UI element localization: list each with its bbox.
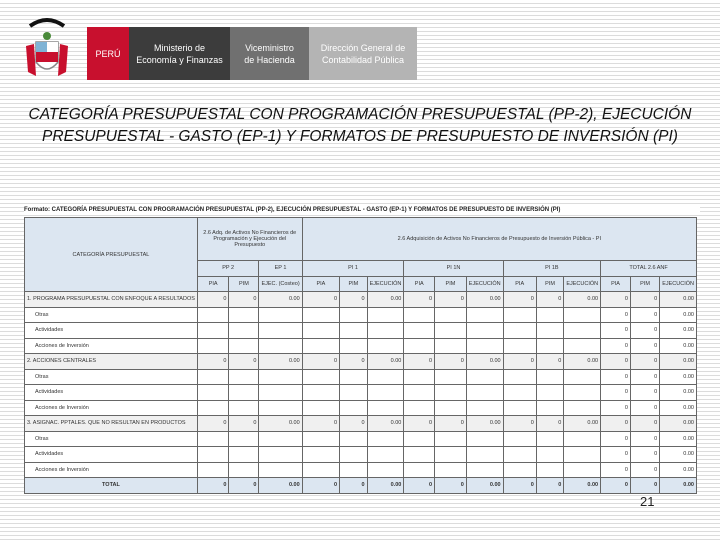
row-label: TOTAL — [25, 478, 198, 494]
column-header: PIM — [340, 276, 368, 292]
table-cell: 0 — [601, 385, 631, 401]
table-cell — [503, 447, 536, 463]
table-cell — [197, 447, 229, 463]
table-cell: 0.00 — [660, 354, 697, 370]
table-cell: 0.00 — [660, 385, 697, 401]
table-cell — [536, 462, 564, 478]
table-cell: 0 — [601, 338, 631, 354]
page-number: 21 — [640, 494, 655, 509]
table-cell: 0 — [601, 431, 631, 447]
table-cell: 0.00 — [259, 478, 302, 494]
table-cell — [340, 307, 368, 323]
table-row — [25, 354, 697, 370]
table-cell — [404, 431, 435, 447]
table-cell: 0 — [197, 292, 229, 308]
table-cell: 0 — [536, 416, 564, 432]
row-label: 3. ASIGNAC. PPTALES. QUE NO RESULTAN EN PRODUCTOS — [25, 416, 198, 432]
table-row — [25, 338, 697, 354]
table-cell — [197, 385, 229, 401]
table-cell — [564, 447, 601, 463]
row-label: Actividades — [25, 385, 198, 401]
row-label: Acciones de Inversión — [25, 338, 198, 354]
subgroup-header: PI 1B — [503, 261, 601, 277]
table-cell — [340, 338, 368, 354]
table-cell — [302, 307, 339, 323]
table-cell: 0.00 — [660, 478, 697, 494]
table-cell — [367, 385, 404, 401]
vice-text: Viceministro de Hacienda — [244, 42, 295, 65]
table-cell: 0 — [601, 416, 631, 432]
table-cell — [259, 307, 302, 323]
table-cell — [340, 323, 368, 339]
table-cell: 0 — [630, 447, 659, 463]
table-cell: 0.00 — [466, 478, 503, 494]
table-cell — [404, 369, 435, 385]
table-cell: 0 — [404, 354, 435, 370]
table-cell: 0 — [630, 292, 659, 308]
table-cell: 0.00 — [564, 478, 601, 494]
column-header: PIM — [229, 276, 259, 292]
table-cell: 0 — [340, 354, 368, 370]
table-cell — [404, 307, 435, 323]
table-cell — [197, 431, 229, 447]
table-cell: 0 — [197, 354, 229, 370]
table-cell — [229, 369, 259, 385]
table-cell: 0 — [536, 478, 564, 494]
table-cell — [536, 431, 564, 447]
table-cell: 0.00 — [660, 416, 697, 432]
table-cell: 0.00 — [367, 292, 404, 308]
table-cell — [503, 369, 536, 385]
table-row — [25, 385, 697, 401]
table-cell: 0 — [630, 462, 659, 478]
table-cell — [259, 369, 302, 385]
table-cell — [503, 462, 536, 478]
table-cell — [340, 431, 368, 447]
table-cell — [503, 385, 536, 401]
table-cell — [404, 462, 435, 478]
table-cell: 0 — [630, 354, 659, 370]
row-label: Otras — [25, 431, 198, 447]
table-cell — [435, 323, 467, 339]
table-cell — [404, 323, 435, 339]
column-header: EJECUCIÓN — [660, 276, 697, 292]
table-cell: 0.00 — [259, 292, 302, 308]
table-cell — [197, 400, 229, 416]
row-label: Acciones de Inversión — [25, 462, 198, 478]
table-cell — [536, 323, 564, 339]
table-cell: 0 — [302, 354, 339, 370]
table-cell: 0 — [340, 416, 368, 432]
table-cell: 0 — [630, 478, 659, 494]
table-cell — [564, 385, 601, 401]
table-cell — [302, 385, 339, 401]
budget-table — [24, 217, 697, 494]
table-cell — [229, 323, 259, 339]
table-cell — [197, 369, 229, 385]
table-cell: 0 — [630, 400, 659, 416]
table-cell — [197, 307, 229, 323]
table-cell — [259, 338, 302, 354]
table-cell — [229, 462, 259, 478]
table-cell: 0.00 — [466, 354, 503, 370]
table-cell: 0 — [435, 478, 467, 494]
table-cell — [564, 307, 601, 323]
peru-text: PERÚ — [95, 48, 121, 59]
table-cell — [367, 400, 404, 416]
group1-header: 2.6 Adq. de Activos No Financieros de Programación y Ejecución del Presupuesto — [197, 218, 302, 261]
table-cell — [340, 447, 368, 463]
table-cell — [466, 338, 503, 354]
table-cell — [367, 338, 404, 354]
table-cell: 0 — [601, 354, 631, 370]
table-cell — [340, 462, 368, 478]
table-cell — [259, 447, 302, 463]
table-cell: 0 — [630, 369, 659, 385]
table-cell: 0 — [404, 416, 435, 432]
row-label: Acciones de Inversión — [25, 400, 198, 416]
table-cell — [367, 323, 404, 339]
table-cell: 0.00 — [466, 416, 503, 432]
table-cell — [259, 385, 302, 401]
table-cell: 0 — [503, 354, 536, 370]
table-cell — [197, 462, 229, 478]
table-cell — [367, 431, 404, 447]
table-cell — [229, 307, 259, 323]
table-cell — [503, 431, 536, 447]
table-cell — [367, 447, 404, 463]
table-cell — [404, 400, 435, 416]
row-label: 2. ACCIONES CENTRALES — [25, 354, 198, 370]
cat-header: CATEGORÍA PRESUPUESTAL — [25, 218, 198, 292]
table-cell — [503, 400, 536, 416]
table-cell — [340, 400, 368, 416]
table-cell — [503, 323, 536, 339]
column-header: PIA — [197, 276, 229, 292]
table-cell — [435, 400, 467, 416]
table-cell — [564, 431, 601, 447]
table-cell — [302, 431, 339, 447]
table-cell — [229, 431, 259, 447]
table-cell — [435, 447, 467, 463]
table-cell — [259, 462, 302, 478]
table-cell — [302, 369, 339, 385]
table-cell: 0.00 — [466, 292, 503, 308]
table-cell — [466, 400, 503, 416]
table-cell: 0 — [630, 323, 659, 339]
table-cell — [435, 338, 467, 354]
table-cell: 0 — [404, 478, 435, 494]
table-cell: 0 — [630, 431, 659, 447]
table-cell: 0.00 — [660, 462, 697, 478]
table-cell: 0.00 — [660, 292, 697, 308]
table-cell: 0 — [630, 338, 659, 354]
table-cell: 0 — [601, 323, 631, 339]
table-cell — [536, 338, 564, 354]
table-cell: 0 — [229, 478, 259, 494]
table-cell — [564, 369, 601, 385]
table-cell — [466, 431, 503, 447]
table-cell — [564, 338, 601, 354]
table-cell — [466, 323, 503, 339]
table-cell — [536, 307, 564, 323]
direction-label — [309, 27, 417, 80]
table-cell: 0.00 — [367, 478, 404, 494]
table-cell — [536, 447, 564, 463]
column-header: PIA — [404, 276, 435, 292]
table-cell: 0 — [435, 292, 467, 308]
table-cell: 0 — [536, 292, 564, 308]
table-cell — [466, 462, 503, 478]
table-cell: 0.00 — [660, 447, 697, 463]
table-cell — [229, 338, 259, 354]
column-header: EJECUCIÓN — [564, 276, 601, 292]
table-cell — [435, 431, 467, 447]
table-cell — [404, 385, 435, 401]
table-cell: 0 — [601, 369, 631, 385]
table-cell: 0 — [601, 307, 631, 323]
subgroup-header: PI 1N — [404, 261, 503, 277]
table-cell: 0 — [503, 478, 536, 494]
table-row — [25, 323, 697, 339]
table-cell — [259, 400, 302, 416]
table-cell: 0.00 — [564, 292, 601, 308]
table-cell: 0 — [630, 416, 659, 432]
table-cell — [367, 369, 404, 385]
table-cell — [302, 323, 339, 339]
table-row — [25, 416, 697, 432]
table-cell: 0 — [302, 416, 339, 432]
table-cell: 0 — [404, 292, 435, 308]
table-cell — [259, 431, 302, 447]
direction-text: Dirección General de Contabilidad Pública — [320, 42, 406, 65]
table-cell: 0.00 — [660, 323, 697, 339]
column-header: PIM — [536, 276, 564, 292]
table-cell: 0 — [536, 354, 564, 370]
table-cell — [503, 338, 536, 354]
table-cell: 0 — [197, 416, 229, 432]
table-cell — [404, 338, 435, 354]
table-cell — [466, 385, 503, 401]
table-cell — [302, 462, 339, 478]
ministry-text: Ministerio de Economía y Finanzas — [136, 42, 223, 65]
format-title: Formato: CATEGORÍA PRESUPUESTAL CON PROGRAMACIÓN PRESUPUESTAL (PP-2), EJECUCIÓN PRESUPUESTAL - GASTO (EP-1) Y FORMATOS DE PRESUPUESTO DE INVERSIÓN (PI) — [24, 207, 700, 213]
table-cell: 0 — [302, 292, 339, 308]
table-cell: 0 — [630, 385, 659, 401]
table-cell — [536, 385, 564, 401]
table-cell — [302, 400, 339, 416]
subgroup-header: PI 1 — [302, 261, 404, 277]
table-cell: 0.00 — [660, 431, 697, 447]
table-cell — [435, 385, 467, 401]
table-cell — [229, 447, 259, 463]
table-cell — [302, 338, 339, 354]
table-cell — [435, 307, 467, 323]
table-row — [25, 307, 697, 323]
table-cell — [367, 307, 404, 323]
table-cell — [564, 400, 601, 416]
table-cell — [229, 400, 259, 416]
table-cell: 0.00 — [564, 354, 601, 370]
table-row — [25, 369, 697, 385]
table-cell — [340, 385, 368, 401]
row-label: 1. PROGRAMA PRESUPUESTAL CON ENFOQUE A RESULTADOS — [25, 292, 198, 308]
table-cell: 0 — [340, 292, 368, 308]
subgroup-header: EP 1 — [259, 261, 302, 277]
table-cell: 0 — [229, 354, 259, 370]
table-cell: 0 — [197, 478, 229, 494]
table-cell — [340, 369, 368, 385]
table-cell: 0.00 — [660, 338, 697, 354]
table-cell — [564, 462, 601, 478]
table-row — [25, 462, 697, 478]
column-header: PIM — [630, 276, 659, 292]
vice-label — [230, 27, 309, 80]
table-cell: 0.00 — [660, 400, 697, 416]
table-row — [25, 478, 697, 494]
column-header: PIM — [435, 276, 467, 292]
table-cell — [302, 447, 339, 463]
slide-title: CATEGORÍA PRESUPUESTAL CON PROGRAMACIÓN PRESUPUESTAL (PP-2), EJECUCIÓN PRESUPUESTAL - GASTO (EP-1) Y FORMATOS DE PRESUPUESTO DE INVERSIÓN (PI) — [28, 106, 692, 145]
column-header: EJEC. (Costeo) — [259, 276, 302, 292]
table-cell: 0 — [601, 478, 631, 494]
table-row — [25, 431, 697, 447]
table-cell — [197, 338, 229, 354]
table-cell — [404, 447, 435, 463]
table-cell: 0 — [435, 354, 467, 370]
table-cell — [466, 307, 503, 323]
column-header: EJECUCIÓN — [466, 276, 503, 292]
table-cell: 0.00 — [660, 369, 697, 385]
table-cell: 0 — [601, 292, 631, 308]
table-cell: 0 — [229, 416, 259, 432]
subgroup-header: TOTAL 2.6 ANF — [601, 261, 697, 277]
table-cell: 0 — [630, 307, 659, 323]
table-cell: 0 — [503, 292, 536, 308]
table-cell — [435, 369, 467, 385]
table-cell — [564, 323, 601, 339]
row-label: Otras — [25, 307, 198, 323]
row-label: Actividades — [25, 323, 198, 339]
subgroup-header: PP 2 — [197, 261, 259, 277]
table-cell: 0.00 — [259, 354, 302, 370]
table-cell: 0.00 — [259, 416, 302, 432]
table-cell — [503, 307, 536, 323]
group2-header: 2.6 Adquisición de Activos No Financieros de Presupuesto de Inversión Pública - PI — [302, 218, 696, 261]
row-label: Actividades — [25, 447, 198, 463]
table-cell: 0 — [229, 292, 259, 308]
table-cell — [259, 323, 302, 339]
peru-label — [87, 27, 129, 80]
table-cell: 0.00 — [367, 354, 404, 370]
table-row — [25, 400, 697, 416]
table-cell: 0.00 — [367, 416, 404, 432]
row-label: Otras — [25, 369, 198, 385]
table-cell: 0.00 — [660, 307, 697, 323]
ministry-label — [129, 27, 230, 80]
table-row — [25, 447, 697, 463]
table-cell — [435, 462, 467, 478]
table-cell — [197, 323, 229, 339]
column-header: PIA — [302, 276, 339, 292]
table-cell: 0 — [601, 447, 631, 463]
table-cell — [367, 462, 404, 478]
table-cell: 0 — [601, 462, 631, 478]
column-header: PIA — [503, 276, 536, 292]
table-cell — [466, 447, 503, 463]
table-cell — [466, 369, 503, 385]
column-header: EJECUCIÓN — [367, 276, 404, 292]
table-cell: 0 — [435, 416, 467, 432]
table-cell: 0 — [302, 478, 339, 494]
table-row — [25, 292, 697, 308]
table-cell — [536, 400, 564, 416]
table-cell: 0.00 — [564, 416, 601, 432]
column-header: PIA — [601, 276, 631, 292]
table-cell: 0 — [601, 400, 631, 416]
table-cell — [536, 369, 564, 385]
peru-coat-of-arms-logo — [22, 16, 72, 82]
table-cell: 0 — [340, 478, 368, 494]
table-cell: 0 — [503, 416, 536, 432]
table-cell — [229, 385, 259, 401]
